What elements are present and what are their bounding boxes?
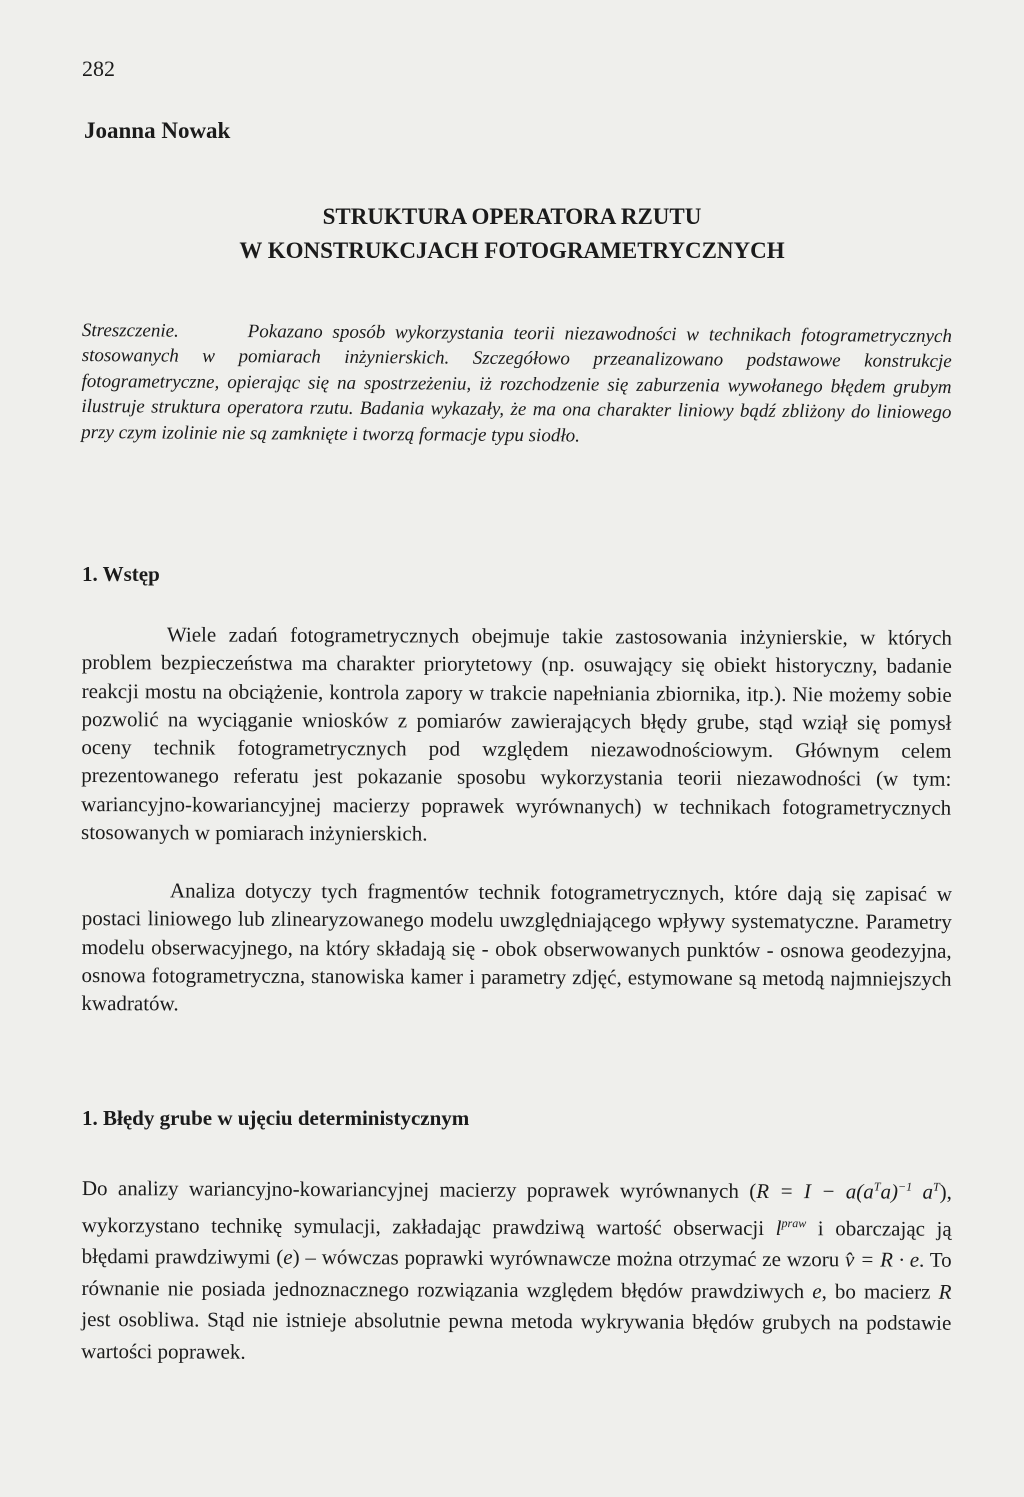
author-name: Joanna Nowak — [84, 118, 231, 143]
formula-part: l — [775, 1215, 782, 1240]
formula-part: a) — [880, 1179, 899, 1204]
title-line-1: STRUKTURA OPERATORA RZUTU — [322, 204, 702, 229]
text-run: ) – wówczas poprawki wyrównawcze można otrzymać ze wzoru — [292, 1244, 846, 1272]
section-heading-gross-errors: 1. Błędy grube w ujęciu deterministycznym — [82, 1106, 470, 1130]
text-run: i obarczając ją błędami prawdziwymi ( — [81, 1215, 952, 1269]
symbol-e: e — [283, 1244, 293, 1269]
text-run: jest osobliwa. Stąd nie istnieje absolutnie pewna metoda wykrywania błędów grubych na podstawie wartości poprawek. — [81, 1306, 952, 1364]
paragraph-intro-2 — [81, 876, 952, 1021]
superscript-inverse: −1 — [898, 1179, 913, 1194]
page-number: 282 — [82, 56, 115, 81]
formula-R — [756, 1179, 940, 1204]
formula-v: v̂ = R · e — [844, 1247, 920, 1272]
symbol-R: R — [938, 1279, 952, 1304]
symbol-e: e — [812, 1278, 822, 1303]
abstract — [81, 318, 952, 451]
paragraph-gross-errors — [81, 1168, 952, 1371]
paragraph-intro-1 — [81, 620, 952, 850]
paper-title — [0, 200, 1024, 268]
superscript-T: T — [932, 1179, 940, 1194]
title-line-2: W KONSTRUKCJACH FOTOGRAMETRYCZNYCH — [239, 238, 785, 263]
text-run: . To równanie nie posiada jednoznacznego rozwiązania względem błędów prawdziwych — [81, 1247, 952, 1303]
abstract-text: Pokazano sposób wykorzystania teorii niezawodności w technikach fotogrametrycznych stosowanych w pomiarach inżynierskich. Szczegółowo przeanalizowano podstawowe konstrukcje fotogrametryczne, opierając się na spostrzeżeniu, iż rozchodzenie się zaburzenia wywołanego błędem grubym ilustruje struktura operatora rzutu. Badania wykazały, że ma ona charakter liniowy bądź zbliżony do liniowego przy czym izolinie nie są zamknięte i tworzą formacje typu siodło. — [81, 321, 952, 447]
superscript-praw: praw — [781, 1215, 807, 1230]
paragraph-text: Wiele zadań fotogrametrycznych obejmuje takie zastosowania inżynierskie, w których problem bezpieczeństwa ma charakter priorytetowy (np. osuwający się obiekt historyczny, badanie reakcji mostu na obciążenie, kontrola zapory w trakcie napełniania zbiornika, itp.). Nie możemy sobie pozwolić na wyciąganie wniosków z pomiarów zawierających błędy grube, stąd wziął się pomysł oceny technik fotogrametrycznych pod względem niezawodnościowym. Głównym celem prezentowanego referatu jest pokazanie sposobu wykorzystania teorii niezawodności (w tym: wariancyjno-kowariancyjnej macierzy poprawek wyrównanych) w technikach fotogrametrycznych stosowanych w pomiarach inżynierskich. — [81, 622, 952, 846]
formula-part: R = I − a(a — [756, 1178, 874, 1204]
formula-part: a — [912, 1179, 934, 1204]
text-run: ), wykorzystano technikę symulacji, zakładając prawdziwą wartość obserwacji — [81, 1179, 952, 1240]
symbol-l — [776, 1216, 807, 1240]
section-heading-intro: 1. Wstęp — [82, 562, 160, 586]
abstract-label: Streszczenie. — [81, 319, 179, 342]
paragraph-text: Analiza dotyczy tych fragmentów technik fotogrametrycznych, które dają się zapisać w postaci liniowego lub zlinearyzowanego modelu uwzględniającego wpływy systematyczne. Parametry modelu obserwacyjnego, na który składają się - obok obserwowanych punktów - osnowa geodezyjna, osnowa fotogrametryczna, stanowiska kamer i parametry zdjęć, estymowane są metodą najmniejszych kwadratów. — [81, 878, 952, 1016]
superscript-T: T — [873, 1179, 881, 1194]
text-run: Do analizy wariancyjno-kowariancyjnej macierzy poprawek wyrównanych ( — [81, 1175, 757, 1203]
text-run: , bo macierz — [821, 1278, 939, 1304]
